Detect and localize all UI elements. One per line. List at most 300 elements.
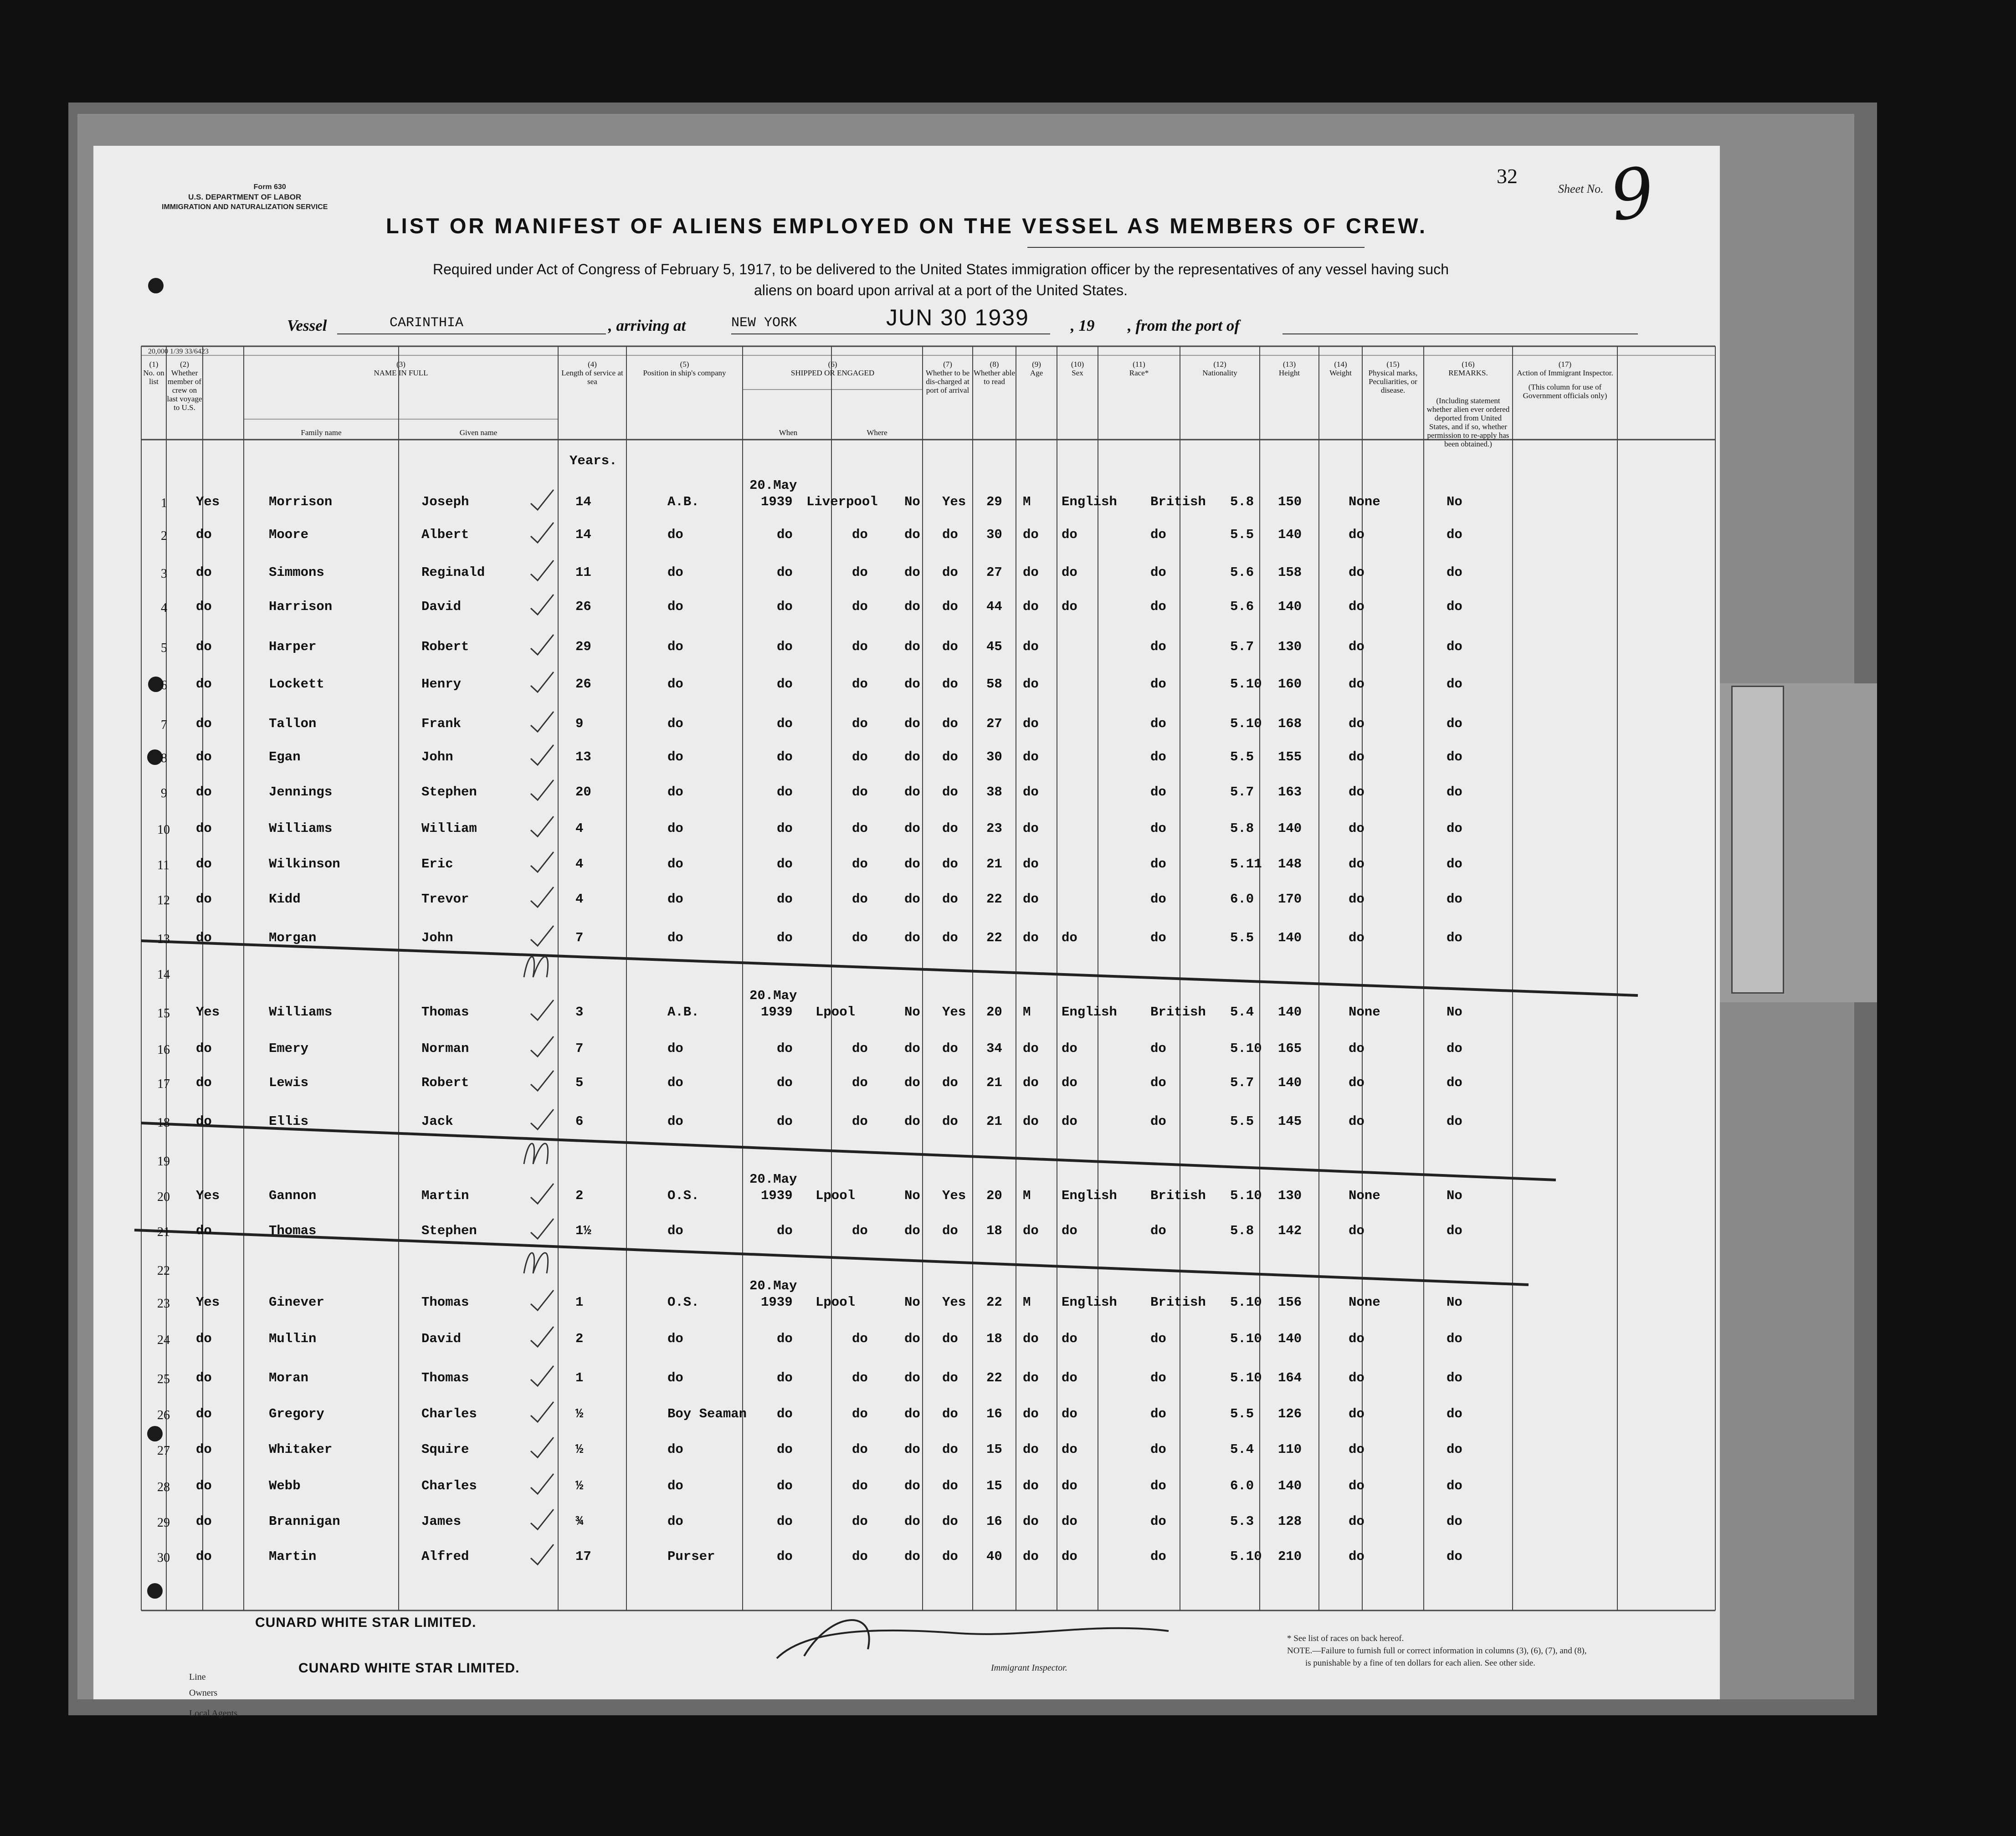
cell-family: Tallon — [269, 716, 317, 731]
column-header — [743, 360, 923, 377]
cell-age: 34 — [986, 1041, 1002, 1056]
row-number: 5 — [161, 641, 167, 655]
check-mark — [531, 1366, 554, 1386]
cell-nationality: do — [1150, 1075, 1166, 1090]
cell-age: 15 — [986, 1478, 1002, 1493]
cell-race: do — [1062, 565, 1077, 580]
row-number: 16 — [157, 1043, 170, 1057]
column-number: (4) — [588, 360, 597, 369]
cell-family: Brannigan — [269, 1514, 340, 1529]
cell-height: 5.10 — [1230, 1295, 1262, 1310]
cell-read: do — [942, 821, 958, 836]
cell-nationality: do — [1150, 1514, 1166, 1529]
cell-remarks: do — [1447, 1514, 1462, 1529]
cell-when: do — [777, 1041, 793, 1056]
cell-position: do — [667, 1514, 683, 1529]
cell-race: do — [1062, 1331, 1077, 1346]
cell-given: Charles — [421, 1406, 477, 1421]
cell-given: Stephen — [421, 785, 477, 800]
cell-crew: do — [196, 527, 212, 542]
cell-read: do — [942, 1514, 958, 1529]
cell-where: do — [852, 716, 868, 731]
cell-weight: 150 — [1278, 494, 1302, 509]
cell-given: Henry — [421, 677, 462, 692]
cell-remarks: do — [1447, 821, 1462, 836]
column-label: (This column for use of Government officials only) — [1523, 383, 1607, 400]
cell-where: Lpool — [816, 1295, 856, 1310]
cell-height: 5.10 — [1230, 716, 1262, 731]
cell-crew: do — [196, 1406, 212, 1421]
cell-sex: do — [1023, 677, 1039, 692]
cell-nationality: do — [1150, 1549, 1166, 1564]
row-number: 8 — [161, 751, 167, 765]
row-number: 26 — [157, 1408, 170, 1422]
column-label: Action of Immigrant Inspector. — [1517, 369, 1613, 377]
cell-marks: None — [1349, 494, 1380, 509]
cell-remarks: do — [1447, 1549, 1462, 1564]
cell-weight: 170 — [1278, 892, 1302, 907]
column-header — [1098, 360, 1180, 377]
column-label: Physical marks, Peculiarities, or disease. — [1368, 369, 1418, 395]
cell-position: A.B. — [667, 494, 699, 509]
column-header — [831, 428, 923, 437]
cell-race: do — [1062, 1406, 1077, 1421]
cell-given: Thomas — [421, 1295, 469, 1310]
cell-given: Thomas — [421, 1370, 469, 1385]
cell-where: do — [852, 1114, 868, 1129]
cell-height: 5.5 — [1230, 930, 1254, 945]
check-mark — [531, 523, 554, 543]
cell-age: 22 — [986, 930, 1002, 945]
cell-read: do — [942, 892, 958, 907]
cell-marks: None — [1349, 1005, 1380, 1020]
column-number: (7) — [943, 360, 952, 369]
column-header — [973, 360, 1016, 386]
cell-given: John — [421, 930, 453, 945]
row-number: 3 — [161, 567, 167, 581]
cell-marks: None — [1349, 1188, 1380, 1203]
cell-height: 6.0 — [1230, 1478, 1254, 1493]
cell-given: Eric — [421, 856, 453, 872]
cell-read: do — [942, 1406, 958, 1421]
cell-crew: do — [196, 749, 212, 764]
cell-where: do — [852, 527, 868, 542]
cell-nationality: do — [1150, 565, 1166, 580]
cell-remarks: do — [1447, 856, 1462, 872]
cell-where: do — [852, 1331, 868, 1346]
cell-sex: do — [1023, 821, 1039, 836]
cell-age: 22 — [986, 1295, 1002, 1310]
cell-weight: 140 — [1278, 930, 1302, 945]
cell-nationality: do — [1150, 639, 1166, 654]
cell-read: do — [942, 1041, 958, 1056]
check-mark — [531, 1402, 554, 1422]
column-header — [244, 428, 399, 437]
row-number: 19 — [157, 1154, 170, 1169]
form-number: Form 630 — [253, 183, 286, 191]
cell-height: 5.5 — [1230, 527, 1254, 542]
cell-given: Albert — [421, 527, 469, 542]
cell-where: do — [852, 930, 868, 945]
cell-read: do — [942, 716, 958, 731]
column-header — [1424, 396, 1513, 448]
line-value: CUNARD WHITE STAR LIMITED. — [255, 1615, 477, 1630]
column-header — [1319, 360, 1362, 377]
cell-read: do — [942, 856, 958, 872]
cell-remarks: No — [1447, 1188, 1462, 1203]
cell-service: 20 — [575, 785, 591, 800]
cell-family: Gregory — [269, 1406, 324, 1421]
cell-position: Purser — [667, 1549, 715, 1564]
cell-family: Lewis — [269, 1075, 309, 1090]
check-mark — [531, 1327, 554, 1347]
cell-marks: do — [1349, 1514, 1365, 1529]
column-number: (5) — [680, 360, 689, 369]
owners-label: Owners — [189, 1688, 218, 1698]
cell-read: do — [942, 1549, 958, 1564]
cell-discharged: do — [904, 1041, 920, 1056]
cell-height: 5.8 — [1230, 821, 1254, 836]
cell-sex: M — [1023, 1295, 1031, 1310]
cell-discharged: do — [904, 527, 920, 542]
cell-when: do — [777, 1478, 793, 1493]
cell-position: do — [667, 749, 683, 764]
cell-read: do — [942, 1114, 958, 1129]
cell-remarks: do — [1447, 1406, 1462, 1421]
cell-family: Williams — [269, 821, 333, 836]
cell-marks: do — [1349, 1478, 1365, 1493]
year-label: , 19 — [1071, 317, 1095, 334]
cell-race: do — [1062, 1549, 1077, 1564]
cell-sex: do — [1023, 892, 1039, 907]
cell-family: Morrison — [269, 494, 333, 509]
cell-marks: do — [1349, 856, 1365, 872]
cell-sex: do — [1023, 930, 1039, 945]
cell-sex: do — [1023, 1549, 1039, 1564]
cell-service: 6 — [575, 1114, 584, 1129]
column-label: Length of service at sea — [561, 369, 623, 386]
cell-crew: do — [196, 1549, 212, 1564]
cell-sex: do — [1023, 1331, 1039, 1346]
cell-height: 5.5 — [1230, 1114, 1254, 1129]
column-label: Weight — [1329, 369, 1352, 377]
cell-when-date: 20.May — [749, 1278, 797, 1293]
column-label: Nationality — [1202, 369, 1237, 377]
cell-service: ½ — [575, 1442, 584, 1457]
cell-height: 5.10 — [1230, 1549, 1262, 1564]
cell-family: Emery — [269, 1041, 309, 1056]
cell-marks: do — [1349, 785, 1365, 800]
column-label: Age — [1030, 369, 1043, 377]
cell-height: 5.10 — [1230, 677, 1262, 692]
check-mark — [531, 1509, 554, 1529]
cell-remarks: do — [1447, 930, 1462, 945]
check-mark — [531, 712, 554, 732]
cell-when: do — [777, 1406, 793, 1421]
cell-given: David — [421, 1331, 462, 1346]
cell-race: do — [1062, 1442, 1077, 1457]
cell-service: 5 — [575, 1075, 584, 1090]
vessel-label: Vessel — [287, 317, 327, 334]
cell-sex: M — [1023, 494, 1031, 509]
column-header — [558, 360, 626, 386]
cell-read: Yes — [942, 494, 966, 509]
cell-discharged: do — [904, 1075, 920, 1090]
cell-height: 5.6 — [1230, 599, 1254, 614]
check-mark — [531, 1544, 554, 1564]
cell-service: 17 — [575, 1549, 591, 1564]
cell-nationality: do — [1150, 1442, 1166, 1457]
cell-when: 1939 — [761, 1188, 793, 1203]
cell-family: Kidd — [269, 892, 301, 907]
cell-read: do — [942, 785, 958, 800]
check-mark — [531, 1184, 554, 1204]
row-number: 13 — [157, 932, 170, 946]
cell-given: William — [421, 821, 477, 836]
cell-where: do — [852, 1041, 868, 1056]
date-stamp: JUN 30 1939 — [886, 305, 1029, 330]
cell-remarks: do — [1447, 1442, 1462, 1457]
check-mark — [531, 1000, 554, 1020]
cell-race: do — [1062, 1041, 1077, 1056]
cell-crew: do — [196, 639, 212, 654]
row-number: 27 — [157, 1444, 170, 1458]
cell-crew: do — [196, 1331, 212, 1346]
cell-weight: 168 — [1278, 716, 1302, 731]
cell-discharged: No — [904, 1188, 920, 1203]
row-number: 18 — [157, 1116, 170, 1130]
column-label: Whether member of crew on last voyage to U.S. — [167, 369, 202, 412]
cell-given: Reginald — [421, 565, 485, 580]
cell-weight: 128 — [1278, 1514, 1302, 1529]
cell-remarks: do — [1447, 565, 1462, 580]
cell-when-date: 20.May — [749, 988, 797, 1003]
cell-sex: do — [1023, 856, 1039, 872]
cell-service: 3 — [575, 1005, 584, 1020]
cell-crew: Yes — [196, 1005, 220, 1020]
cell-nationality: do — [1150, 1406, 1166, 1421]
cell-weight: 142 — [1278, 1223, 1302, 1238]
cell-age: 20 — [986, 1188, 1002, 1203]
cell-read: do — [942, 639, 958, 654]
column-number: (14) — [1334, 360, 1347, 369]
cell-marks: do — [1349, 930, 1365, 945]
column-header — [399, 428, 558, 437]
cell-where: do — [852, 856, 868, 872]
cell-family: Egan — [269, 749, 301, 764]
cell-discharged: do — [904, 1478, 920, 1493]
cell-where: do — [852, 1406, 868, 1421]
cell-race: do — [1062, 1223, 1077, 1238]
column-number: (9) — [1032, 360, 1041, 369]
row-number: 10 — [157, 823, 170, 837]
cell-race: do — [1062, 1114, 1077, 1129]
row-number: 7 — [161, 718, 167, 732]
row-number: 28 — [157, 1480, 170, 1494]
cell-when: do — [777, 599, 793, 614]
cell-service: 14 — [575, 494, 591, 509]
cell-marks: do — [1349, 716, 1365, 731]
check-mark — [531, 1109, 554, 1129]
cell-read: do — [942, 1478, 958, 1493]
cell-nationality: do — [1150, 892, 1166, 907]
cell-discharged: do — [904, 1114, 920, 1129]
cell-remarks: do — [1447, 1075, 1462, 1090]
cell-age: 29 — [986, 494, 1002, 509]
cell-where: do — [852, 1075, 868, 1090]
cell-race: English — [1062, 1295, 1117, 1310]
cell-service: 4 — [575, 892, 584, 907]
check-mark — [531, 560, 554, 580]
footnote-races: * See list of races on back hereof. — [1287, 1634, 1404, 1643]
cell-position: do — [667, 821, 683, 836]
cell-marks: do — [1349, 565, 1365, 580]
owners-value: CUNARD WHITE STAR LIMITED. — [298, 1661, 520, 1676]
cell-crew: do — [196, 1478, 212, 1493]
cell-race: do — [1062, 599, 1077, 614]
cell-sex: do — [1023, 785, 1039, 800]
cell-weight: 140 — [1278, 527, 1302, 542]
cell-service: 4 — [575, 856, 584, 872]
cell-weight: 126 — [1278, 1406, 1302, 1421]
cell-height: 5.8 — [1230, 1223, 1254, 1238]
cell-read: do — [942, 1075, 958, 1090]
cell-crew: do — [196, 1442, 212, 1457]
cell-position: do — [667, 639, 683, 654]
cell-sex: do — [1023, 1514, 1039, 1529]
cell-where: do — [852, 785, 868, 800]
cell-sex: do — [1023, 1075, 1039, 1090]
cell-position: do — [667, 677, 683, 692]
footnote-penalty-2: is punishable by a fine of ten dollars for each alien. See other side. — [1305, 1658, 1535, 1668]
cell-remarks: do — [1447, 1223, 1462, 1238]
cell-service: 26 — [575, 677, 591, 692]
cell-nationality: do — [1150, 527, 1166, 542]
column-header — [166, 360, 203, 412]
cell-given: Alfred — [421, 1549, 469, 1564]
cell-service: 7 — [575, 930, 584, 945]
manifest-page — [93, 146, 1720, 1718]
vessel-name: CARINTHIA — [390, 315, 464, 331]
cell-where: do — [852, 677, 868, 692]
page-title: LIST OR MANIFEST OF ALIENS EMPLOYED ON THE VESSEL AS MEMBERS OF CREW. — [385, 214, 1428, 238]
column-header — [743, 428, 834, 437]
cell-family: Ginever — [269, 1295, 324, 1310]
cell-position: A.B. — [667, 1005, 699, 1020]
strike-line — [141, 941, 1638, 995]
cell-service: ½ — [575, 1406, 584, 1421]
column-label: SHIPPED OR ENGAGED — [790, 369, 875, 377]
cell-discharged: do — [904, 677, 920, 692]
cell-marks: do — [1349, 1075, 1365, 1090]
cell-service: ½ — [575, 1478, 584, 1493]
column-label: Where — [867, 428, 887, 437]
cell-crew: do — [196, 1514, 212, 1529]
cell-height: 5.11 — [1230, 856, 1262, 872]
column-label: Whether able to read — [973, 369, 1016, 386]
cell-discharged: No — [904, 1295, 920, 1310]
row-number: 15 — [157, 1006, 170, 1021]
cell-when: do — [777, 639, 793, 654]
cell-crew: do — [196, 599, 212, 614]
cell-service: 1 — [575, 1370, 584, 1385]
years-label: Years. — [569, 453, 617, 468]
cell-age: 20 — [986, 1005, 1002, 1020]
cell-sex: M — [1023, 1005, 1031, 1020]
cell-remarks: do — [1447, 639, 1462, 654]
cell-nationality: British — [1150, 494, 1206, 509]
column-number: (6) — [828, 360, 837, 369]
cell-position: do — [667, 856, 683, 872]
cell-remarks: do — [1447, 785, 1462, 800]
cell-marks: do — [1349, 639, 1365, 654]
cell-given: Thomas — [421, 1005, 469, 1020]
cell-where: do — [852, 821, 868, 836]
cell-given: Martin — [421, 1188, 469, 1203]
cell-when: do — [777, 1370, 793, 1385]
cell-where: do — [852, 1370, 868, 1385]
cell-height: 6.0 — [1230, 892, 1254, 907]
cell-crew: Yes — [196, 1295, 220, 1310]
column-label: Given name — [459, 428, 498, 437]
table-grid — [93, 146, 1720, 1699]
cell-family: Wilkinson — [269, 856, 340, 872]
cell-age: 22 — [986, 1370, 1002, 1385]
cell-read: Yes — [942, 1188, 966, 1203]
row-number: 9 — [161, 786, 167, 800]
row-number: 11 — [157, 858, 169, 872]
column-header — [244, 360, 558, 377]
cell-sex: do — [1023, 1370, 1039, 1385]
cell-sex: M — [1023, 1188, 1031, 1203]
cell-service: 2 — [575, 1188, 584, 1203]
cell-position: do — [667, 1331, 683, 1346]
check-mark — [531, 1036, 554, 1056]
department-name: U.S. DEPARTMENT OF LABOR — [188, 193, 302, 201]
cell-family: Simmons — [269, 565, 324, 580]
footnote-penalty-1: NOTE.—Failure to furnish full or correct information in columns (3), (6), (7), and (8), — [1287, 1646, 1587, 1656]
cell-family: Martin — [269, 1549, 317, 1564]
cell-when: do — [777, 749, 793, 764]
cell-age: 21 — [986, 1075, 1002, 1090]
cell-marks: do — [1349, 1406, 1365, 1421]
cell-crew: do — [196, 1114, 212, 1129]
cell-where: do — [852, 1223, 868, 1238]
cell-where: do — [852, 639, 868, 654]
cell-remarks: do — [1447, 1041, 1462, 1056]
row-number: 17 — [157, 1077, 170, 1091]
cell-when: do — [777, 527, 793, 542]
inspector-label: Immigrant Inspector. — [991, 1663, 1067, 1673]
column-header — [626, 360, 743, 377]
arriving-port: NEW YORK — [731, 315, 797, 331]
row-number: 6 — [161, 678, 167, 692]
cell-where: Liverpool — [806, 494, 878, 509]
cell-crew: do — [196, 1370, 212, 1385]
cell-weight: 130 — [1278, 1188, 1302, 1203]
cell-nationality: do — [1150, 930, 1166, 945]
cell-age: 30 — [986, 527, 1002, 542]
cell-position: do — [667, 1442, 683, 1457]
column-label: NAME IN FULL — [374, 369, 428, 377]
column-number: (10) — [1071, 360, 1084, 369]
column-label: Height — [1278, 369, 1300, 377]
cell-read: do — [942, 565, 958, 580]
cell-nationality: British — [1150, 1005, 1206, 1020]
cell-nationality: do — [1150, 1041, 1166, 1056]
print-code: 20,000 1/39 33/6423 — [148, 348, 209, 355]
cell-family: Gannon — [269, 1188, 317, 1203]
